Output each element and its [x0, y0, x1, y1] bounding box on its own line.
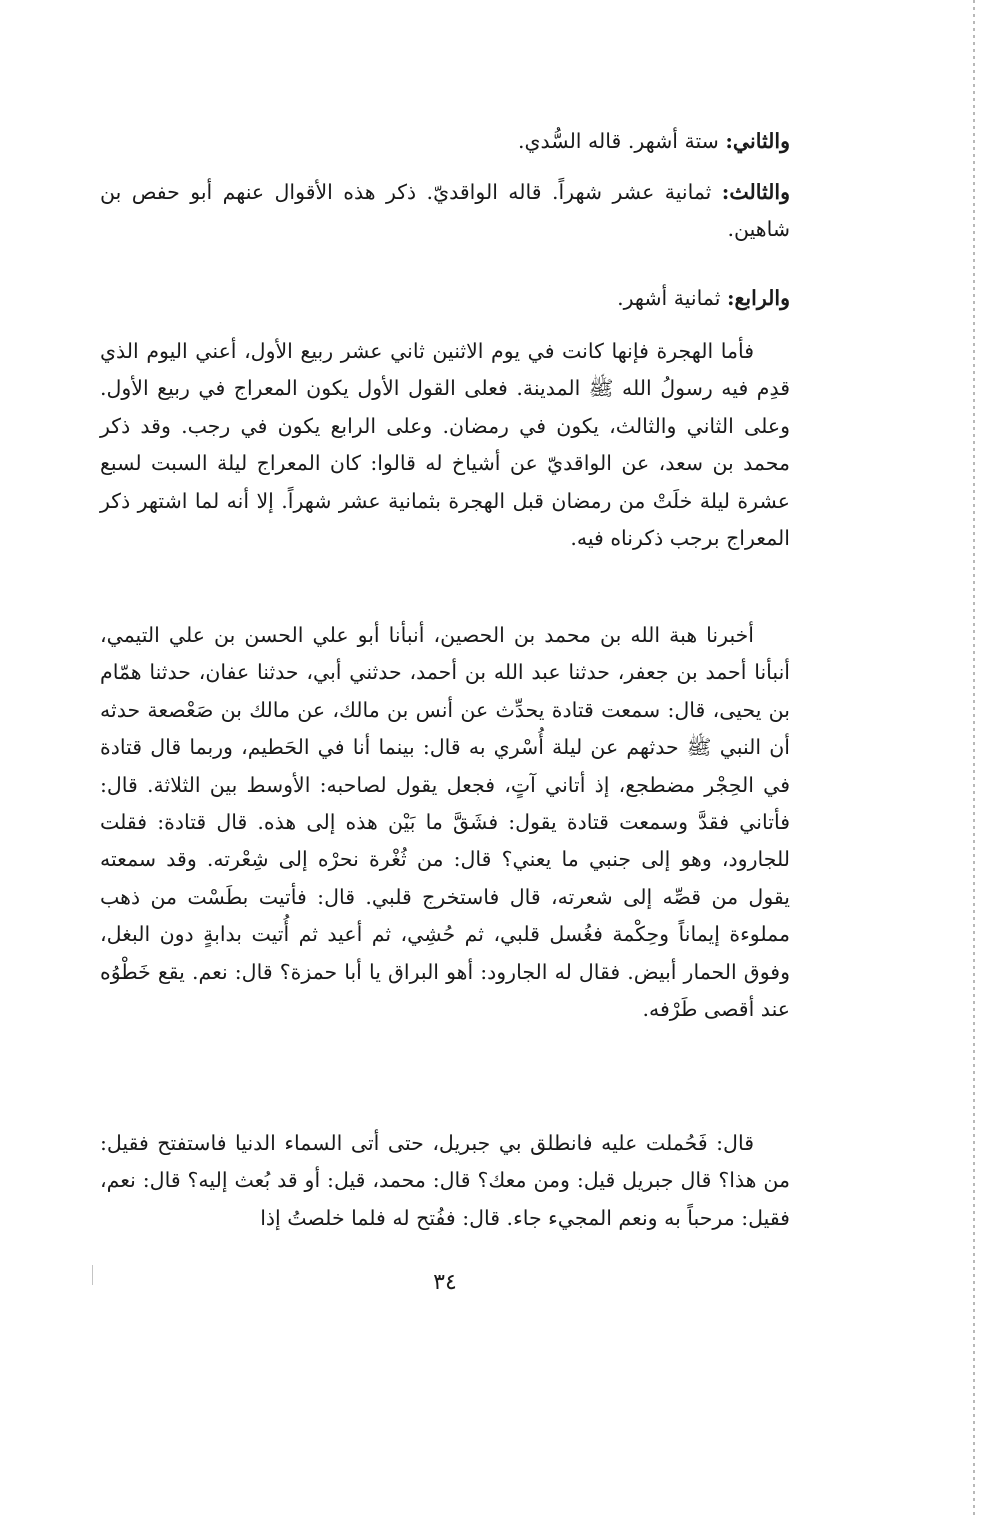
paragraph-second-opinion: [100, 123, 790, 160]
paragraph-text: ثمانية أشهر.: [617, 286, 727, 310]
paragraph-hijra: فأما الهجرة فإنها كانت في يوم الاثنين ثاني عشر ربيع الأول، أعني اليوم الذي قدِم فيه رسولُ الله ﷺ المدينة. فعلى القول الأول يكون المعراج في ربيع الأول. وعلى الثاني والثالث، يكون في رمضان. وعلى الرابع يكون في رجب. وقد ذكر محمد بن سعد، عن الواقديّ عن أشياخ له قالوا: كان المعراج ليلة السبت لسبع عشرة ليلة خلَتْ من رمضان قبل الهجرة بثمانية عشر شهراً. إلا أنه لما اشتهر ذكر المعراج برجب ذكرناه فيه.: [100, 339, 790, 551]
paragraph-fourth-opinion: [100, 280, 790, 317]
paragraph-label: والثالث:: [721, 180, 790, 204]
paragraph-isnad: أخبرنا هبة الله بن محمد بن الحصين، أنبأنا أبو علي الحسن بن علي التيمي، أنبأنا أحمد بن جعفر، حدثنا عبد الله بن أحمد، حدثني أبي، حدثنا عفان، حدثنا همّام بن يحيى، قال: سمعت قتادة يحدِّث عن أنس بن مالك، عن مالك بن صَعْصعة حدثه أن النبي ﷺ حدثهم عن ليلة أُسْري به قال: بينما أنا في الحَطيم، وربما قال قتادة في الحِجْر مضطجع، إذ أتاني آتٍ، فجعل يقول لصاحبه: الأوسط بين الثلاثة. قال: فأتاني فقدَّ وسمعت قتادة يقول: فشَقَّ ما بَيْن هذه إلى هذه. قال قتادة: فقلت للجارود، وهو إلى جنبي ما يعني؟ قال: من ثُغْرة نحرْه إلى شِعْرته. وقد سمعته يقول من قصِّه إلى شعرته، قال فاستخرج قلبي. قال: فأتيت بطَسْت من ذهب مملوءة إيماناً وحِكْمة فغُسل قلبي، ثم حُشِي، ثم أعيد ثم أُتيت بدابةٍ دون البغل، وفوق الحمار أبيض. فقال له الجارود: أهو البراق يا أبا حمزة؟ قال: نعم. يقع خَطْوُه عند أقصى طَرْفه.: [100, 623, 790, 1022]
paragraph-label: والثاني:: [725, 129, 790, 153]
paragraph-third-opinion: [100, 174, 790, 249]
page-edge: [973, 0, 975, 1517]
page-number: ٣٤: [433, 1270, 457, 1295]
paragraph-label: والرابع:: [726, 286, 790, 310]
paragraph-text: ستة أشهر. قاله السُّدي.: [517, 129, 726, 153]
paragraph-ascension: قال: فَحُملت عليه فانطلق بي جبريل، حتى أتى السماء الدنيا فاستفتح فقيل: من هذا؟ قال جبريل قيل: ومن معك؟ قال: محمد، قيل: أو قد بُعث إليه؟ قال: نعم، فقيل: مرحباً به ونعم المجيء جاء. قال: ففُتح له فلما خلصتُ إذا: [100, 1131, 790, 1230]
paragraph-text: ثمانية عشر شهراً. قاله الواقديّ. ذكر هذه الأقوال عنهم أبو حفص بن شاهين.: [100, 180, 790, 242]
